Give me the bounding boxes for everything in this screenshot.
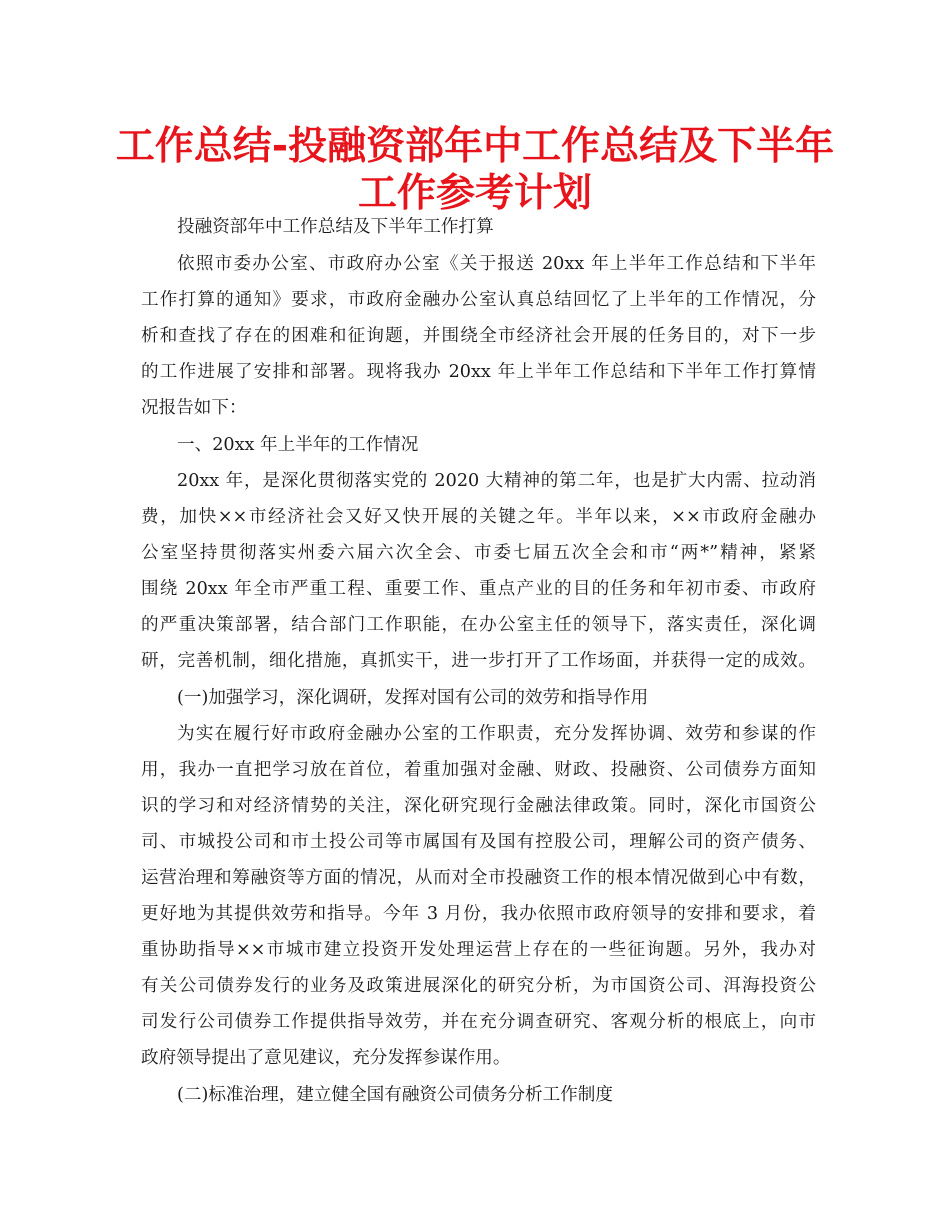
paragraph-line: 用，我办一直把学习放在首位，着重加强对金融、财政、投融资、公司债券方面知 bbox=[141, 760, 816, 780]
paragraph-line: 政府领导提出了意见建议，充分发挥参谋作用。 bbox=[141, 1048, 511, 1068]
document-title-line-1: 工作总结-投融资部年中工作总结及下半年 bbox=[115, 124, 835, 169]
paragraph-line: 的工作进展了安排和部署。现将我办 20xx 年上半年工作总结和下半年工作打算情 bbox=[141, 362, 816, 382]
paragraph-line: 况报告如下： bbox=[141, 398, 247, 418]
paragraph-line: 依照市委办公室、市政府办公室《关于报送 20xx 年上半年工作总结和下半年 bbox=[177, 254, 816, 274]
section-heading: 一、20xx 年上半年的工作情况 bbox=[177, 435, 419, 455]
paragraph-line: 费，加快××市经济社会又好又快开展的关键之年。半年以来，××市政府金融办 bbox=[141, 507, 816, 527]
paragraph-line: 的严重决策部署，结合部门工作职能，在办公室主任的领导下，落实责任，深化调 bbox=[141, 615, 816, 635]
paragraph-line: 司、市城投公司和市土投公司等市属国有及国有控股公司，理解公司的资产债务、 bbox=[141, 832, 816, 852]
paragraph-line: 司发行公司债券工作提供指导效劳，并在充分调查研究、客观分析的根底上，向市 bbox=[141, 1012, 816, 1032]
paragraph-line: 研，完善机制，细化措施，真抓实干，进一步打开了工作场面，并获得一定的成效。 bbox=[141, 651, 816, 671]
paragraph-line: 有关公司债券发行的业务及政策进展深化的研究分析，为市国资公司、洱海投资公 bbox=[141, 976, 816, 996]
subsection-heading: (一)加强学习，深化调研，发挥对国有公司的效劳和指导作用 bbox=[177, 688, 649, 708]
subtitle-line: 投融资部年中工作总结及下半年工作打算 bbox=[177, 217, 494, 237]
paragraph-line: 为实在履行好市政府金融办公室的工作职责，充分发挥协调、效劳和参谋的作 bbox=[177, 724, 816, 744]
paragraph-line: 公室坚持贯彻落实州委六届六次全会、市委七届五次全会和市“两*”精神，紧紧 bbox=[141, 543, 816, 563]
paragraph-line: 析和查找了存在的困难和征询题，并围绕全市经济社会开展的任务目的，对下一步 bbox=[141, 326, 816, 346]
paragraph-line: 围绕 20xx 年全市严重工程、重要工作、重点产业的目的任务和年初市委、市政府 bbox=[141, 579, 816, 599]
paragraph-line: 重协助指导××市城市建立投资开发处理运营上存在的一些征询题。另外，我办对 bbox=[141, 940, 816, 960]
paragraph-line: 20xx 年，是深化贯彻落实党的 2020 大精神的第二年，也是扩大内需、拉动消 bbox=[177, 471, 816, 491]
subsection-heading: (二)标准治理，建立健全国有融资公司债务分析工作制度 bbox=[177, 1085, 613, 1105]
document-title-line-2: 工作参考计划 bbox=[357, 171, 592, 216]
paragraph-line: 运营治理和筹融资等方面的情况，从而对全市投融资工作的根本情况做到心中有数， bbox=[141, 868, 816, 888]
paragraph-line: 更好地为其提供效劳和指导。今年 3 月份，我办依照市政府领导的安排和要求，着 bbox=[141, 904, 816, 924]
paragraph-line: 工作打算的通知》要求，市政府金融办公室认真总结回忆了上半年的工作情况，分 bbox=[141, 290, 816, 310]
paragraph-line: 识的学习和对经济情势的关注，深化研究现行金融法律政策。同时，深化市国资公 bbox=[141, 796, 816, 816]
